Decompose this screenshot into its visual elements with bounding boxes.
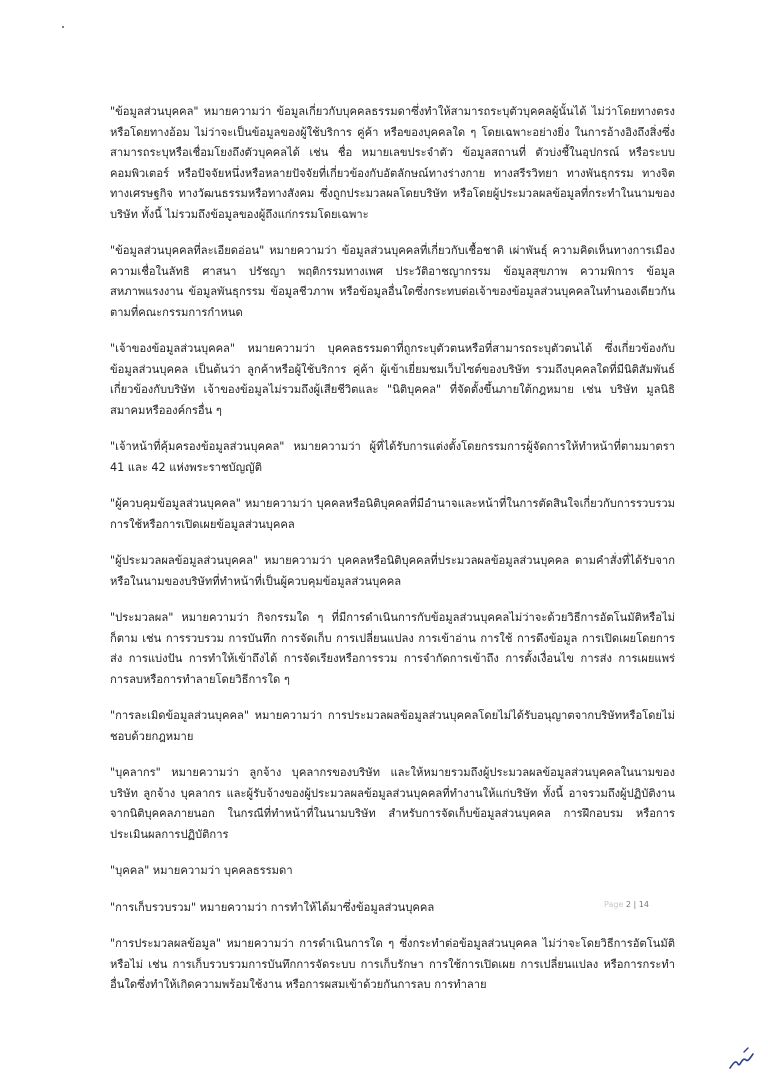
definition-personal-data: [110, 102, 675, 225]
term: "การประมวลผลข้อมูล": [110, 937, 221, 950]
definition-controller: [110, 494, 675, 535]
definition-text: หมายความว่า ข้อมูลเกี่ยวกับบุคคลธรรมดาซึ่งทำให้สามารถระบุตัวบุคคลผู้นั้นได้ ไม่ว่าโดยทางตรงหรือโดยทางอ้อม ไม่ว่าจะเป็นข้อมูลของผู้ใช้บริการ คู่ค้า หรือของบุคคลใด ๆ โดยเฉพาะอย่างยิ่ง ในการอ้างอิงถึงสิ่งซึ่งสามารถระบุหรือเชื่อมโยงถึงตัวบุคคลได้ เช่น ชื่อ หมายเลขประจำตัว ข้อมูลสถานที่ ตัวบ่งชี้ในอุปกรณ์ หรือระบบคอมพิวเตอร์ หรือปัจจัยหนึ่งหรือหลายปัจจัยที่เกี่ยวข้องกับอัตลักษณ์ทางร่างกาย ทางสรีรวิทยา ทางพันธุกรรม ทางจิต ทางเศรษฐกิจ ทางวัฒนธรรมหรือทางสังคม ซึ่งถูกประมวลผลโดยบริษัท หรือโดยผู้ประมวลผลข้อมูลที่กระทำในนามของบริษัท ทั้งนี้ ไม่รวมถึงข้อมูลของผู้ถึงแก่กรรมโดยเฉพาะ: [110, 105, 675, 221]
term: "การละเมิดข้อมูลส่วนบุคคล": [110, 709, 249, 722]
term: "บุคคล": [110, 864, 150, 877]
term: "ประมวลผล": [110, 611, 174, 624]
definition-text: หมายความว่า กิจกรรมใด ๆ ที่มีการดำเนินการกับข้อมูลส่วนบุคคลไม่ว่าจะด้วยวิธีการอัตโนมัติหรือไม่ก็ตาม เช่น การรวบรวม การบันทึก การจัดเก็บ การเปลี่ยนแปลง การเข้าอ่าน การใช้ การดึงข้อมูล การเปิดเผยโดยการส่ง การแบ่งปัน การทำให้เข้าถึงได้ การจัดเรียงหรือการรวม การจำกัดการเข้าถึง การตั้งเงื่อนไข การส่ง การเผยแพร่ การลบหรือการทำลายโดยวิธีการใด ๆ: [110, 611, 675, 686]
definition-text: หมายความว่า ข้อมูลส่วนบุคคลที่เกี่ยวกับเชื้อชาติ เผ่าพันธุ์ ความคิดเห็นทางการเมือง ความเชื่อในลัทธิ ศาสนา ปรัชญา พฤติกรรมทางเพศ ประวัติอาชญากรรม ข้อมูลสุขภาพ ความพิการ ข้อมูลสหภาพแรงงาน ข้อมูลพันธุกรรม ข้อมูลชีวภาพ หรือข้อมูลอื่นใดซึ่งกระทบต่อเจ้าของข้อมูลส่วนบุคคลในทำนองเดียวกันตามที่คณะกรรมการกำหนด: [110, 244, 675, 319]
definition-breach: [110, 706, 675, 747]
signature-mark: [726, 1042, 756, 1072]
definition-text: หมายความว่า การทำให้ได้มาซึ่งข้อมูลส่วนบุคคล: [196, 900, 435, 914]
definition-data-processing: [110, 934, 675, 996]
definition-text: หมายความว่า การดำเนินการใด ๆ ซึ่งกระทำต่อข้อมูลส่วนบุคคล ไม่ว่าจะโดยวิธีการอัตโนมัติหรือไม่ เช่น การเก็บรวบรวมการบันทึกการจัดระบบ การเก็บรักษา การใช้การเปิดเผย การเปลี่ยนแปลง หรือการกระทำอื่นใดซึ่งทำให้เกิดความพร้อมใช้งาน หรือการผสมเข้าด้วยกันการลบ การทำลาย: [110, 937, 675, 991]
definition-data-subject: [110, 339, 675, 421]
definition-processor: [110, 551, 675, 592]
definition-text: หมายความว่า บุคคลหรือนิติบุคคลที่ประมวลผลข้อมูลส่วนบุคคล ตามคำสั่งที่ได้รับจากหรือในนามของบริษัทที่ทำหน้าที่เป็นผู้ควบคุมข้อมูลส่วนบุคคล: [110, 554, 675, 588]
term: "การเก็บรวบรวม": [110, 900, 197, 914]
term: "ผู้ประมวลผลข้อมูลส่วนบุคคล": [110, 554, 259, 567]
definitions-section: [110, 102, 675, 1012]
definition-personnel: [110, 763, 675, 845]
page-footer: [604, 900, 649, 909]
term: "ข้อมูลส่วนบุคคลที่ละเอียดอ่อน": [110, 244, 265, 257]
term: "บุคลากร": [110, 766, 161, 779]
page-word: Page: [604, 900, 624, 909]
scan-speck: [62, 26, 64, 28]
definition-text: หมายความว่า ผู้ที่ได้รับการแต่งตั้งโดยกรรมการผู้จัดการให้ทำหน้าที่ตามมาตรา 41 และ 42 แห่งพระราชบัญญัติ: [110, 440, 675, 474]
definition-text: หมายความว่า บุคคลธรรมดา: [149, 864, 293, 877]
term: "ผู้ควบคุมข้อมูลส่วนบุคคล": [110, 497, 241, 510]
definition-sensitive-data: [110, 241, 675, 323]
definition-text: หมายความว่า ลูกจ้าง บุคลากรของบริษัท และให้หมายรวมถึงผู้ประมวลผลข้อมูลส่วนบุคคลในนามของบริษัท ลูกจ้าง บุคลากร และผู้รับจ้างของผู้ประมวลผลข้อมูลส่วนบุคคลที่ทำงานให้แก่บริษัท ทั้งนี้ อาจรวมถึงผู้ปฏิบัติงานจากนิติบุคคลภายนอก ในกรณีที่ทำหน้าที่ในนามบริษัท สำหรับการจัดเก็บข้อมูลส่วนบุคคล การฝึกอบรม หรือการประเมินผลการปฏิบัติการ: [110, 766, 675, 841]
definition-text: หมายความว่า การประมวลผลข้อมูลส่วนบุคคลโดยไม่ได้รับอนุญาตจากบริษัทหรือโดยไม่ชอบด้วยกฎหมาย: [110, 709, 675, 743]
page-number: 2 | 14: [625, 900, 649, 909]
definition-text: หมายความว่า บุคคลธรรมดาที่ถูกระบุตัวตนหรือที่สามารถระบุตัวตนได้ ซึ่งเกี่ยวข้องกับข้อมูลส่วนบุคคล เป็นต้นว่า ลูกค้าหรือผู้ใช้บริการ คู่ค้า ผู้เข้าเยี่ยมชมเว็บไซต์ของบริษัท รวมถึงบุคคลใดที่มีนิติสัมพันธ์เกี่ยวข้องกับบริษัท เจ้าของข้อมูลไม่รวมถึงผู้เสียชีวิตและ "นิติบุคคล" ที่จัดตั้งขึ้นภายใต้กฎหมาย เช่น บริษัท มูลนิธิ สมาคมหรือองค์กรอื่น ๆ: [110, 342, 675, 417]
term: "เจ้าหน้าที่คุ้มครองข้อมูลส่วนบุคคล": [110, 440, 285, 453]
definition-text: หมายความว่า บุคคลหรือนิติบุคคลที่มีอำนาจและหน้าที่ในการตัดสินใจเกี่ยวกับการรวบรวม การใช้หรือการเปิดเผยข้อมูลส่วนบุคคล: [110, 497, 675, 531]
definition-collection: [110, 898, 675, 919]
term: "เจ้าของข้อมูลส่วนบุคคล": [110, 342, 236, 355]
term: "ข้อมูลส่วนบุคคล": [110, 105, 199, 118]
definition-processing: [110, 608, 675, 690]
definition-dpo: [110, 437, 675, 478]
definition-person: [110, 861, 675, 882]
